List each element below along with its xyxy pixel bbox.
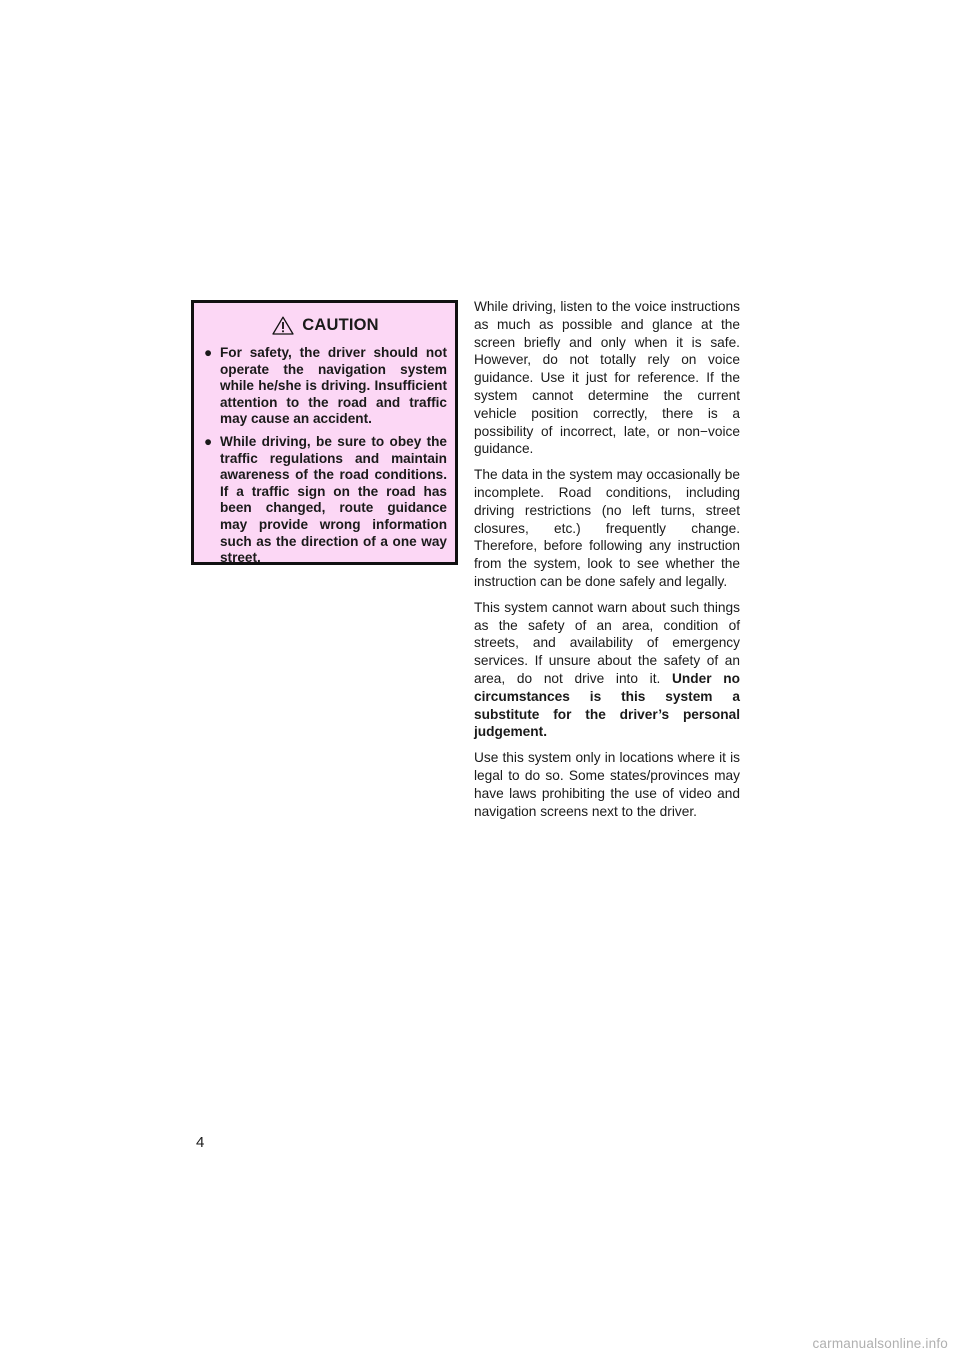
caution-list	[204, 345, 447, 567]
caution-item	[204, 434, 447, 567]
paragraph-data-incomplete: The data in the system may occasionally be incomplete. Road conditions, including driving restrictions (no left turns, street closures, etc.) frequently change. Therefore, before following any instruction from the system, look to see whether the instruction can be done safely and legally.	[474, 467, 740, 589]
bullet-icon: ●	[204, 345, 213, 360]
bullet-icon: ●	[204, 433, 213, 449]
warning-triangle-icon	[272, 316, 294, 335]
paragraph-safety-warning	[474, 599, 740, 741]
paragraph-legal-use: Use this system only in locations where it is legal to do so. Some states/provinces may have laws prohibiting the use of video and navigation screens next to the driver.	[474, 750, 740, 819]
caution-box	[191, 300, 458, 565]
caution-item-text: For safety, the driver should not operate the navigation system while he/she is driving. Insufficient attention to the road and traffic may cause an accident.	[220, 345, 447, 427]
caution-title: CAUTION	[302, 315, 379, 334]
paragraph-voice-guidance: While driving, listen to the voice instructions as much as possible and glance at the screen briefly and only when it is safe. However, do not totally rely on voice guidance. Use it just for reference. If the system cannot determine the current vehicle position correctly, there is a possibility of incorrect, late, or non−voice guidance.	[474, 299, 740, 457]
page-number: 4	[196, 1134, 205, 1151]
caution-item-text: While driving, be sure to obey the traffic regulations and maintain awareness of the road conditions. If a traffic sign on the road has been changed, route guidance may provide wrong information such as the direction of a one way street.	[220, 433, 447, 566]
paragraph-safety-bold: Under no circumstances is this system a substitute for the driver’s personal judgement.	[474, 670, 740, 740]
paragraph-safety-text: This system cannot warn about such things as the safety of an area, condition of streets, and availability of emergency services. If unsure about the safety of an area, do not drive into it.	[474, 599, 740, 686]
caution-item	[204, 345, 447, 428]
caution-header	[204, 305, 447, 345]
body-column	[474, 298, 740, 828]
watermark: carmanualsonline.info	[812, 1336, 948, 1351]
